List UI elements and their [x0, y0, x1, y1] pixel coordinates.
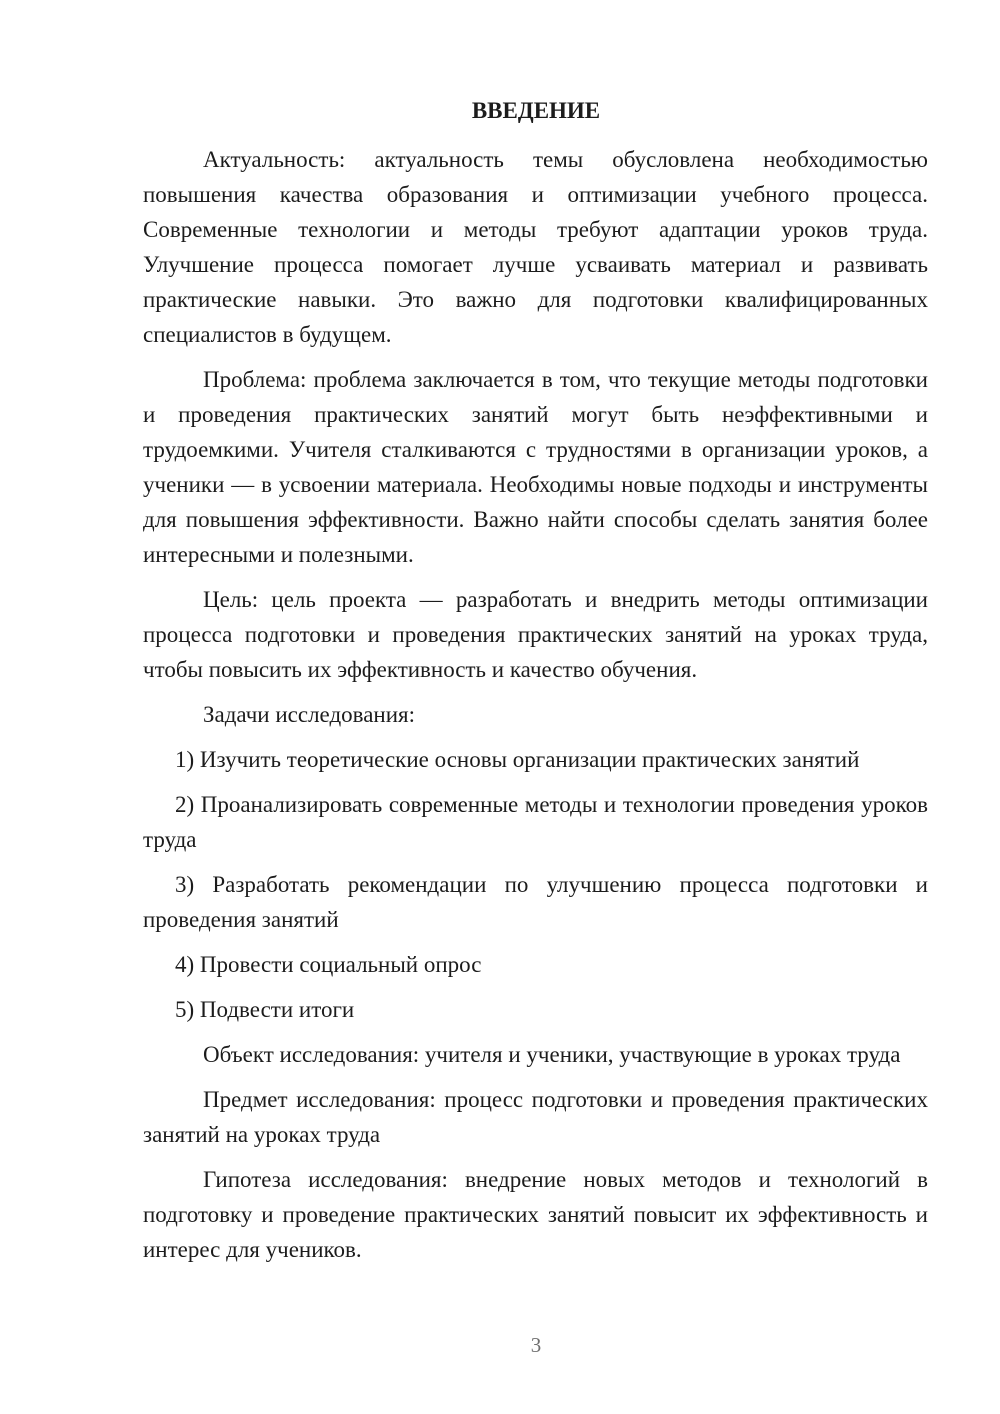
- paragraph-subject: Предмет исследования: процесс подготовки и проведения практических занятий на уроках труда: [143, 1087, 928, 1147]
- list-item: 1) Изучить теоретические основы организации практических занятий: [175, 747, 860, 772]
- paragraph-object: Объект исследования: учителя и ученики, участвующие в уроках труда: [203, 1042, 901, 1067]
- paragraph-goal: Цель: цель проекта — разработать и внедрить методы оптимизации процесса подготовки и проведения практических занятий на уроках труда, чтобы повысить их эффективность и качество обучения.: [143, 587, 928, 682]
- list-item: 2) Проанализировать современные методы и технологии проведения уроков труда: [143, 792, 928, 852]
- page-title: ВВЕДЕНИЕ: [471, 98, 601, 123]
- paragraph-relevance: Актуальность: актуальность темы обусловлена необходимостью повышения качества образования и оптимизации учебного процесса. Современные технологии и методы требуют адаптации уроков труда. Улучшение процесса помогает лучше усваивать материал и развивать практические навыки. Это важно для подготовки квалифицированных специалистов в будущем.: [143, 147, 928, 347]
- paragraph-problem: Проблема: проблема заключается в том, что текущие методы подготовки и проведения практических занятий могут быть неэффективными и трудоемкими. Учителя сталкиваются с трудностями в организации уроков, а ученики — в усвоении материала. Необходимы новые подходы и инструменты для повышения эффективности. Важно найти способы сделать занятия более интересными и полезными.: [143, 367, 928, 567]
- list-item: 3) Разработать рекомендации по улучшению процесса подготовки и проведения занятий: [143, 872, 928, 932]
- page-number: 3: [530, 1333, 542, 1357]
- list-item: 4) Провести социальный опрос: [175, 952, 482, 977]
- page-content: [143, 142, 928, 1267]
- list-item: 5) Подвести итоги: [175, 997, 355, 1022]
- paragraph-hypothesis: Гипотеза исследования: внедрение новых методов и технологий в подготовку и проведение практических занятий повысит их эффективность и интерес для учеников.: [143, 1167, 928, 1262]
- tasks-heading: Задачи исследования:: [203, 702, 416, 727]
